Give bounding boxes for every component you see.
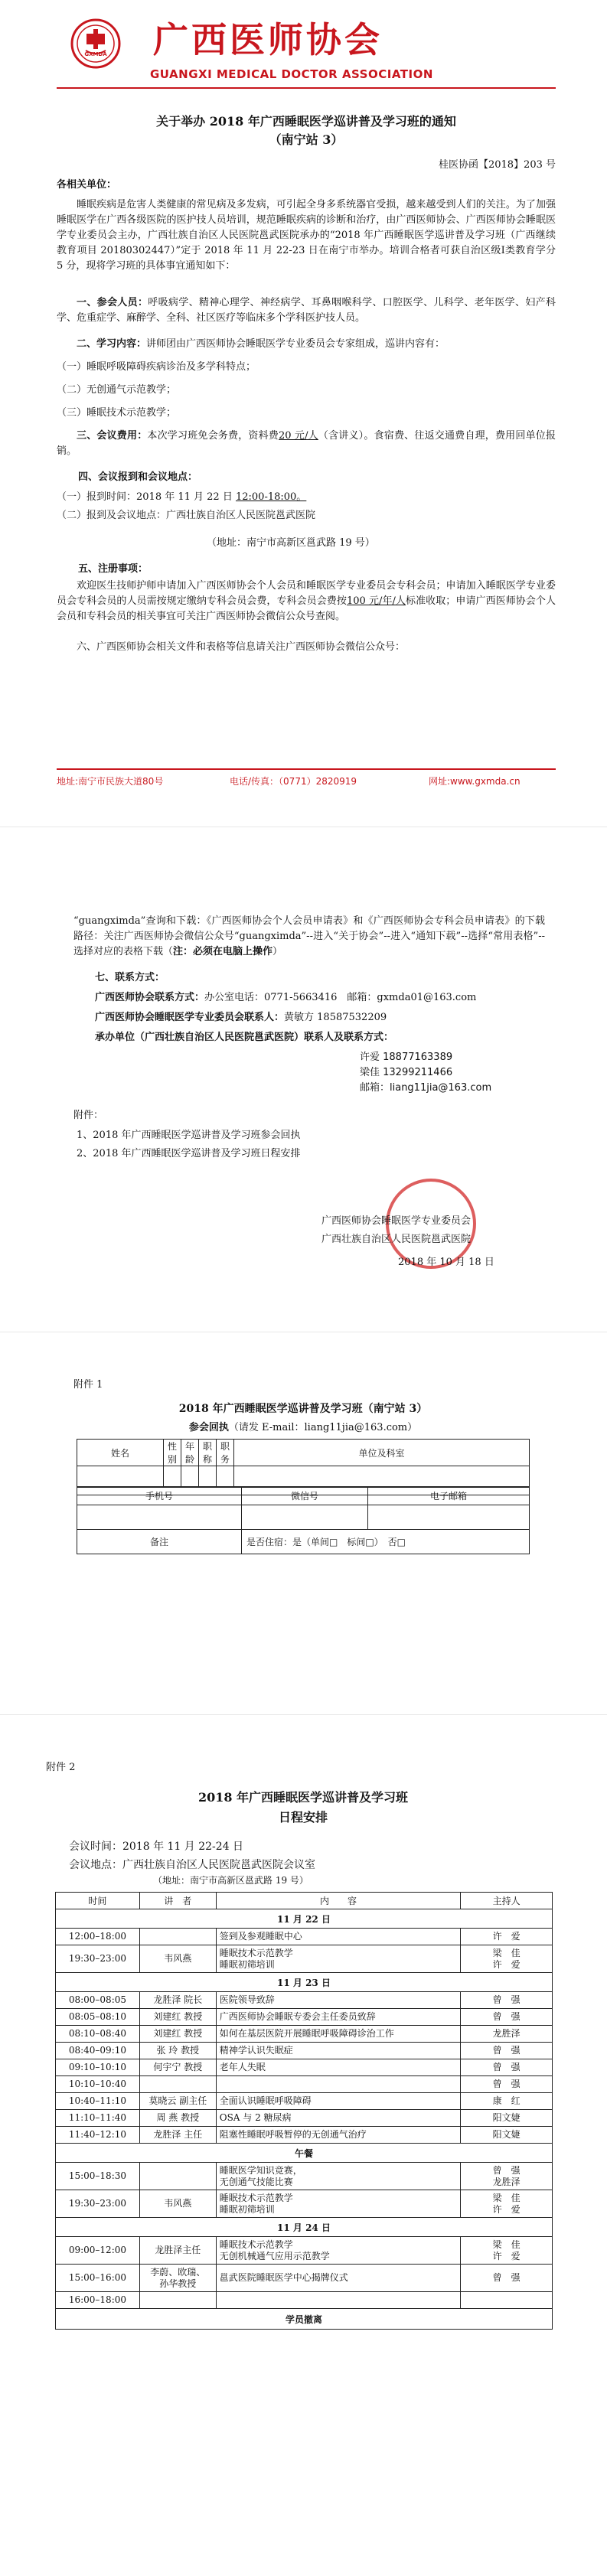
schedule-speaker-cell: 龙胜泽 主任 <box>139 2127 216 2144</box>
page-break-3 <box>0 1714 607 1715</box>
schedule-speaker-cell: 刘建红 教授 <box>139 2026 216 2043</box>
header-host: 主持人 <box>461 1893 553 1909</box>
schedule-speaker-cell <box>139 2163 216 2190</box>
footer-address: 地址:南宁市民族大道80号 <box>57 776 164 787</box>
schedule-time-cell: 08:40–09:10 <box>56 2043 140 2059</box>
intro-paragraph: 睡眠疾病是危害人类健康的常见病及多发病，可引起全身多系统器官受损，越来越受到人们的关注。为了加强睡眠医学在广西各级医院的医护技人员培训，规范睡眠疾病的诊断和治疗，由广西医师协会、广西医师协会睡眠医学专业委员会主办，广西壮族自治区人民医院邕武医院承办的“2018 年广西睡眠医学巡讲普及学习班（广西继续教育项目 20180302447）”定于 2018 年 11 月 22-23 日在南宁市举办。培训合格者可获自治区级Ⅰ类教育学分 5 分，现将学习班的具体事宜通知如下： <box>57 199 556 272</box>
schedule-time-cell: 10:40–11:10 <box>56 2093 140 2110</box>
wechat-field[interactable] <box>242 1505 368 1530</box>
schedule-speaker-cell: 何宇宁 教授 <box>139 2059 216 2076</box>
schedule-time-cell: 08:10–08:40 <box>56 2026 140 2043</box>
footer-rule <box>57 768 556 770</box>
contact-association-label: 广西医师协会联系方式： <box>95 992 205 1003</box>
contact-association-text: 办公室电话：0771-5663416 邮箱：gxmda01@163.com <box>204 992 477 1003</box>
schedule-row <box>56 2265 553 2292</box>
schedule-day-header: 11 月 22 日 <box>56 1909 553 1929</box>
schedule-speaker-cell: 刘建红 教授 <box>139 2009 216 2026</box>
schedule-speaker-cell: 韦风燕 <box>139 1945 216 1973</box>
schedule-day-header: 11 月 24 日 <box>56 2218 553 2237</box>
membership-paragraph <box>57 579 556 624</box>
schedule-host-cell: 阳文婕 <box>461 2127 553 2144</box>
attachment-item-2: 2、2018 年广西睡眠医学巡讲普及学习班日程安排 <box>77 1148 301 1159</box>
unit-field[interactable] <box>234 1466 530 1488</box>
schedule-row <box>56 2163 553 2190</box>
salutation: 各相关单位： <box>57 179 117 191</box>
attachment2-label: 附件 2 <box>46 1762 76 1773</box>
position-field[interactable] <box>217 1466 234 1488</box>
contact-host-email: 邮箱：liang11jia@163.com <box>360 1082 492 1094</box>
schedule-time-cell: 15:00–16:00 <box>56 2265 140 2292</box>
receipt-title: 2018 年广西睡眠医学巡讲普及学习班（南宁站 3） <box>178 1403 428 1415</box>
schedule-day-header: 午餐 <box>56 2144 553 2163</box>
age-field[interactable] <box>181 1466 199 1488</box>
schedule-content-cell: 老年人失眠 <box>216 2059 460 2076</box>
schedule-content-cell: 精神学认识失眠症 <box>216 2043 460 2059</box>
header-title: 职称 <box>199 1440 217 1466</box>
schedule-host-cell: 龙胜泽 <box>461 2026 553 2043</box>
attachments-label: 附件： <box>73 1110 104 1121</box>
schedule-row <box>56 2110 553 2127</box>
schedule-row <box>56 2026 553 2043</box>
schedule-content-cell: OSA 与 2 糖尿病 <box>216 2110 460 2127</box>
schedule-time-cell: 12:00–18:00 <box>56 1929 140 1945</box>
schedule-time-cell: 11:40–12:10 <box>56 2127 140 2144</box>
doc-number: 桂医协函【2018】203 号 <box>438 159 556 171</box>
receipt-form-contacts <box>77 1486 530 1554</box>
signature-org-1: 广西医师协会睡眠医学专业委员会 <box>321 1215 472 1227</box>
header-mobile: 手机号 <box>77 1487 242 1505</box>
schedule-content-cell: 阻塞性睡眠呼吸暂停的无创通气治疗 <box>216 2127 460 2144</box>
schedule-content-cell <box>216 2292 460 2309</box>
schedule-time-cell: 16:00–18:00 <box>56 2292 140 2309</box>
header-rule <box>57 87 556 89</box>
schedule-speaker-cell: 龙胜泽主任 <box>139 2237 216 2265</box>
contact-committee-label: 广西医师协会睡眠医学专业委员会联系人： <box>95 1012 285 1023</box>
schedule-speaker-cell <box>139 2292 216 2309</box>
schedule-speaker-cell: 龙胜泽 院长 <box>139 1992 216 2009</box>
section-attendees-text: 呼吸病学、精神心理学、神经病学、耳鼻咽喉科学、口腔医学、儿科学、老年医学、妇产科学、危重症学、麻醉学、全科、社区医疗等临床多个学科医护技人员。 <box>57 297 556 324</box>
schedule-speaker-cell: 韦风燕 <box>139 2190 216 2218</box>
membership-fee: 100 元/年/人 <box>346 595 406 607</box>
contact-committee-text: 黄敏方 18587532209 <box>284 1012 387 1023</box>
section-fees-text-b: （含讲义）。食宿费、往返交通费自理，费用回单位报销。 <box>57 430 556 457</box>
header-speaker: 讲 者 <box>139 1893 216 1909</box>
schedule-speaker-cell: 莫晓云 副主任 <box>139 2093 216 2110</box>
schedule-time-cell: 08:05–08:10 <box>56 2009 140 2026</box>
org-name-en: GUANGXI MEDICAL DOCTOR ASSOCIATION <box>150 67 433 81</box>
schedule-host-cell: 曾 强 <box>461 2043 553 2059</box>
section-content-label: 二、学习内容： <box>77 338 147 350</box>
documents-paragraph <box>73 914 545 960</box>
documents-note: 注：必须在电脑上操作 <box>173 946 273 957</box>
content-item-1: （一）睡眠呼吸障碍疾病诊治及多学科特点； <box>57 361 256 373</box>
email-field[interactable] <box>368 1505 530 1530</box>
section-fees-text-a: 本次学习班免会务费，资料费 <box>147 430 279 442</box>
gender-field[interactable] <box>164 1466 181 1488</box>
remarks-label: 备注 <box>77 1530 242 1554</box>
schedule-content-cell: 邕武医院睡眠医学中心揭牌仪式 <box>216 2265 460 2292</box>
schedule-host-cell: 曾 强 <box>461 2076 553 2093</box>
schedule-table <box>55 1892 553 2330</box>
schedule-row <box>56 2076 553 2093</box>
schedule-time-cell: 11:10–11:40 <box>56 2110 140 2127</box>
schedule-content-cell: 签到及参观睡眠中心 <box>216 1929 460 1945</box>
header-time: 时间 <box>56 1893 140 1909</box>
header-name: 姓名 <box>77 1440 164 1466</box>
header-unit: 单位及科室 <box>234 1440 530 1466</box>
section-content-text: 讲师团由广西医师协会睡眠医学专业委员会专家组成，巡讲内容有： <box>146 338 445 350</box>
schedule-host-cell: 曾 强 <box>461 2265 553 2292</box>
schedule-speaker-cell <box>139 1929 216 1945</box>
mobile-field[interactable] <box>77 1505 242 1530</box>
schedule-time-cell: 10:10–10:40 <box>56 2076 140 2093</box>
receipt-email-note: （请发 E-mail：liang11jia@163.com） <box>228 1422 418 1433</box>
receipt-subtitle <box>73 1419 533 1433</box>
section-registration: 四、会议报到和会议地点： <box>78 471 198 483</box>
notice-title-station: （南宁站 3） <box>269 132 344 147</box>
section-attendees <box>57 295 556 326</box>
schedule-content-cell: 全面认识睡眠呼吸障碍 <box>216 2093 460 2110</box>
schedule-host-cell: 曾 强 <box>461 2009 553 2026</box>
schedule-host-cell: 康 红 <box>461 2093 553 2110</box>
schedule-time-cell: 19:30–23:00 <box>56 2190 140 2218</box>
section-documents-intro: 六、广西医师协会相关文件和表格等信息请关注广西医师协会微信公众号： <box>77 641 406 653</box>
schedule-row <box>56 2093 553 2110</box>
schedule-time-cell: 09:00–12:00 <box>56 2237 140 2265</box>
association-logo <box>70 18 121 69</box>
schedule-speaker-cell <box>139 2076 216 2093</box>
schedule-content-cell: 睡眠技术示范教学 无创机械通气应用示范教学 <box>216 2237 460 2265</box>
schedule-day-header: 11 月 23 日 <box>56 1973 553 1992</box>
schedule-content-cell: 睡眠技术示范教学 睡眠初筛培训 <box>216 2190 460 2218</box>
schedule-content-cell: 医院领导致辞 <box>216 1992 460 2009</box>
schedule-host-cell: 梁 佳 许 爱 <box>461 1945 553 1973</box>
section-membership: 五、注册事项： <box>78 563 148 575</box>
membership-text-a: 欢迎医生技师护师申请加入广西医师协会个人会员和睡眠医学专业委员会专科会员；申请加入睡眠医学专业委员会专科会员的人员需按规定缴纳专科会员会费，专科会员会费按 <box>57 580 556 607</box>
schedule-row <box>56 2292 553 2309</box>
schedule-host-cell: 梁 佳 许 爱 <box>461 2190 553 2218</box>
schedule-content-cell: 广西医师协会睡眠专委会主任委员致辞 <box>216 2009 460 2026</box>
meeting-address: （地址：南宁市高新区邕武路 19 号） <box>153 1875 308 1886</box>
schedule-speaker-cell: 张 玲 教授 <box>139 2043 216 2059</box>
section-fees-label: 三、会议费用： <box>77 430 148 442</box>
schedule-content-cell: 睡眠技术示范教学 睡眠初筛培训 <box>216 1945 460 1973</box>
section-fees <box>57 429 556 459</box>
header-age: 年龄 <box>181 1440 199 1466</box>
schedule-title: 2018 年广西睡眠医学巡讲普及学习班 <box>197 1790 409 1805</box>
attachment-item-1: 1、2018 年广西睡眠医学巡讲普及学习班参会回执 <box>77 1130 301 1141</box>
header-email: 电子邮箱 <box>368 1487 530 1505</box>
contact-committee <box>95 1010 387 1026</box>
schedule-host-cell: 曾 强 <box>461 2059 553 2076</box>
name-field[interactable] <box>77 1466 164 1488</box>
schedule-host-cell: 梁 佳 许 爱 <box>461 2237 553 2265</box>
header-gender: 性别 <box>164 1440 181 1466</box>
schedule-content-cell: 睡眠医学知识竞赛， 无创通气技能比赛 <box>216 2163 460 2190</box>
schedule-row <box>56 1945 553 1973</box>
documents-close: ） <box>272 946 283 957</box>
content-item-3: （三）睡眠技术示范教学； <box>57 407 177 419</box>
registration-hours: 12:00-18:00。 <box>235 491 307 503</box>
schedule-closing: 学员撤离 <box>56 2309 553 2330</box>
section-content <box>57 337 556 352</box>
schedule-host-cell: 许 爱 <box>461 1929 553 1945</box>
contact-host-line-1: 许爱 18877163389 <box>360 1052 453 1063</box>
membership-text-b: 标准收取；申请广西医师协会个人会员和专科会员的相关事宜可关注广西医师协会微信公众号查阅。 <box>57 595 556 622</box>
section-contact: 七、联系方式： <box>95 972 165 983</box>
footer-phone: 电话/传真：（0771）2820919 <box>230 776 357 787</box>
registration-venue: （二）报到及会议地点：广西壮族自治区人民医院邕武医院 <box>57 510 316 521</box>
attachment1-label: 附件 1 <box>73 1379 103 1391</box>
schedule-row <box>56 2127 553 2144</box>
meeting-time: 会议时间：2018 年 11 月 22-24 日 <box>69 1841 244 1853</box>
meeting-place: 会议地点：广西壮族自治区人民医院邕武医院会议室 <box>69 1859 315 1871</box>
contact-host-label: 承办单位（广西壮族自治区人民医院邕武医院）联系人及联系方式： <box>95 1032 394 1043</box>
footer-website: 网址:www.gxmda.cn <box>429 776 521 787</box>
schedule-row <box>56 2237 553 2265</box>
documents-text: “guangximda”查询和下载：《广西医师协会个人会员申请表》和《广西医师协会专科会员申请表》的下载路径：关注广西医师协会微信公众号“guangximda”--进入“关于协会”--进入“通知下载”--选择“常用表格”--选择对应的表格下载（ <box>73 915 545 957</box>
schedule-content-cell <box>216 2076 460 2093</box>
schedule-time-cell: 08:00–08:05 <box>56 1992 140 2009</box>
schedule-row <box>56 2190 553 2218</box>
schedule-subtitle: 日程安排 <box>278 1810 328 1824</box>
header-content: 内 容 <box>216 1893 460 1909</box>
header-wechat: 微信号 <box>242 1487 368 1505</box>
contact-host-line-2: 梁佳 13299211466 <box>360 1067 453 1078</box>
registration-time-text: （一）报到时间：2018 年 11 月 22 日 <box>57 491 233 503</box>
logo-text: GXMDA <box>84 51 107 57</box>
schedule-row <box>56 1992 553 2009</box>
schedule-time-cell: 15:00–18:30 <box>56 2163 140 2190</box>
content-item-2: （二）无创通气示范教学； <box>57 384 177 396</box>
lodging-options[interactable]: 是否住宿：是（单间□ 标间□） 否□ <box>242 1530 530 1554</box>
section-attendees-label: 一、参会人员： <box>77 297 148 308</box>
schedule-speaker-cell: 李蔚、欧瑞、 孙华教授 <box>139 2265 216 2292</box>
notice-title: 关于举办 2018 年广西睡眠医学巡讲普及学习班的通知 <box>156 114 456 129</box>
schedule-host-cell: 曾 强 <box>461 1992 553 2009</box>
venue-address: （地址：南宁市高新区邕武路 19 号） <box>207 537 375 549</box>
schedule-row <box>56 2043 553 2059</box>
title-field[interactable] <box>199 1466 217 1488</box>
schedule-host-cell: 曾 强 龙胜泽 <box>461 2163 553 2190</box>
schedule-speaker-cell: 周 燕 教授 <box>139 2110 216 2127</box>
signature-date: 2018 年 10 月 18 日 <box>398 1257 494 1268</box>
schedule-row <box>56 2009 553 2026</box>
schedule-time-cell: 09:10–10:10 <box>56 2059 140 2076</box>
schedule-content-cell: 如何在基层医院开展睡眠呼吸障碍诊治工作 <box>216 2026 460 2043</box>
materials-fee: 20 元/人 <box>279 430 318 442</box>
org-name-cn: 广西医师协会 <box>153 19 383 60</box>
schedule-time-cell: 19:30–23:00 <box>56 1945 140 1973</box>
receipt-subtitle-label: 参会回执 <box>188 1422 229 1433</box>
signature-org-2: 广西壮族自治区人民医院邕武医院 <box>321 1234 472 1245</box>
schedule-host-cell: 阳文婕 <box>461 2110 553 2127</box>
schedule-host-cell <box>461 2292 553 2309</box>
schedule-row <box>56 1929 553 1945</box>
contact-association <box>95 990 476 1006</box>
registration-time <box>57 490 306 505</box>
schedule-row <box>56 2059 553 2076</box>
header-position: 职务 <box>217 1440 234 1466</box>
